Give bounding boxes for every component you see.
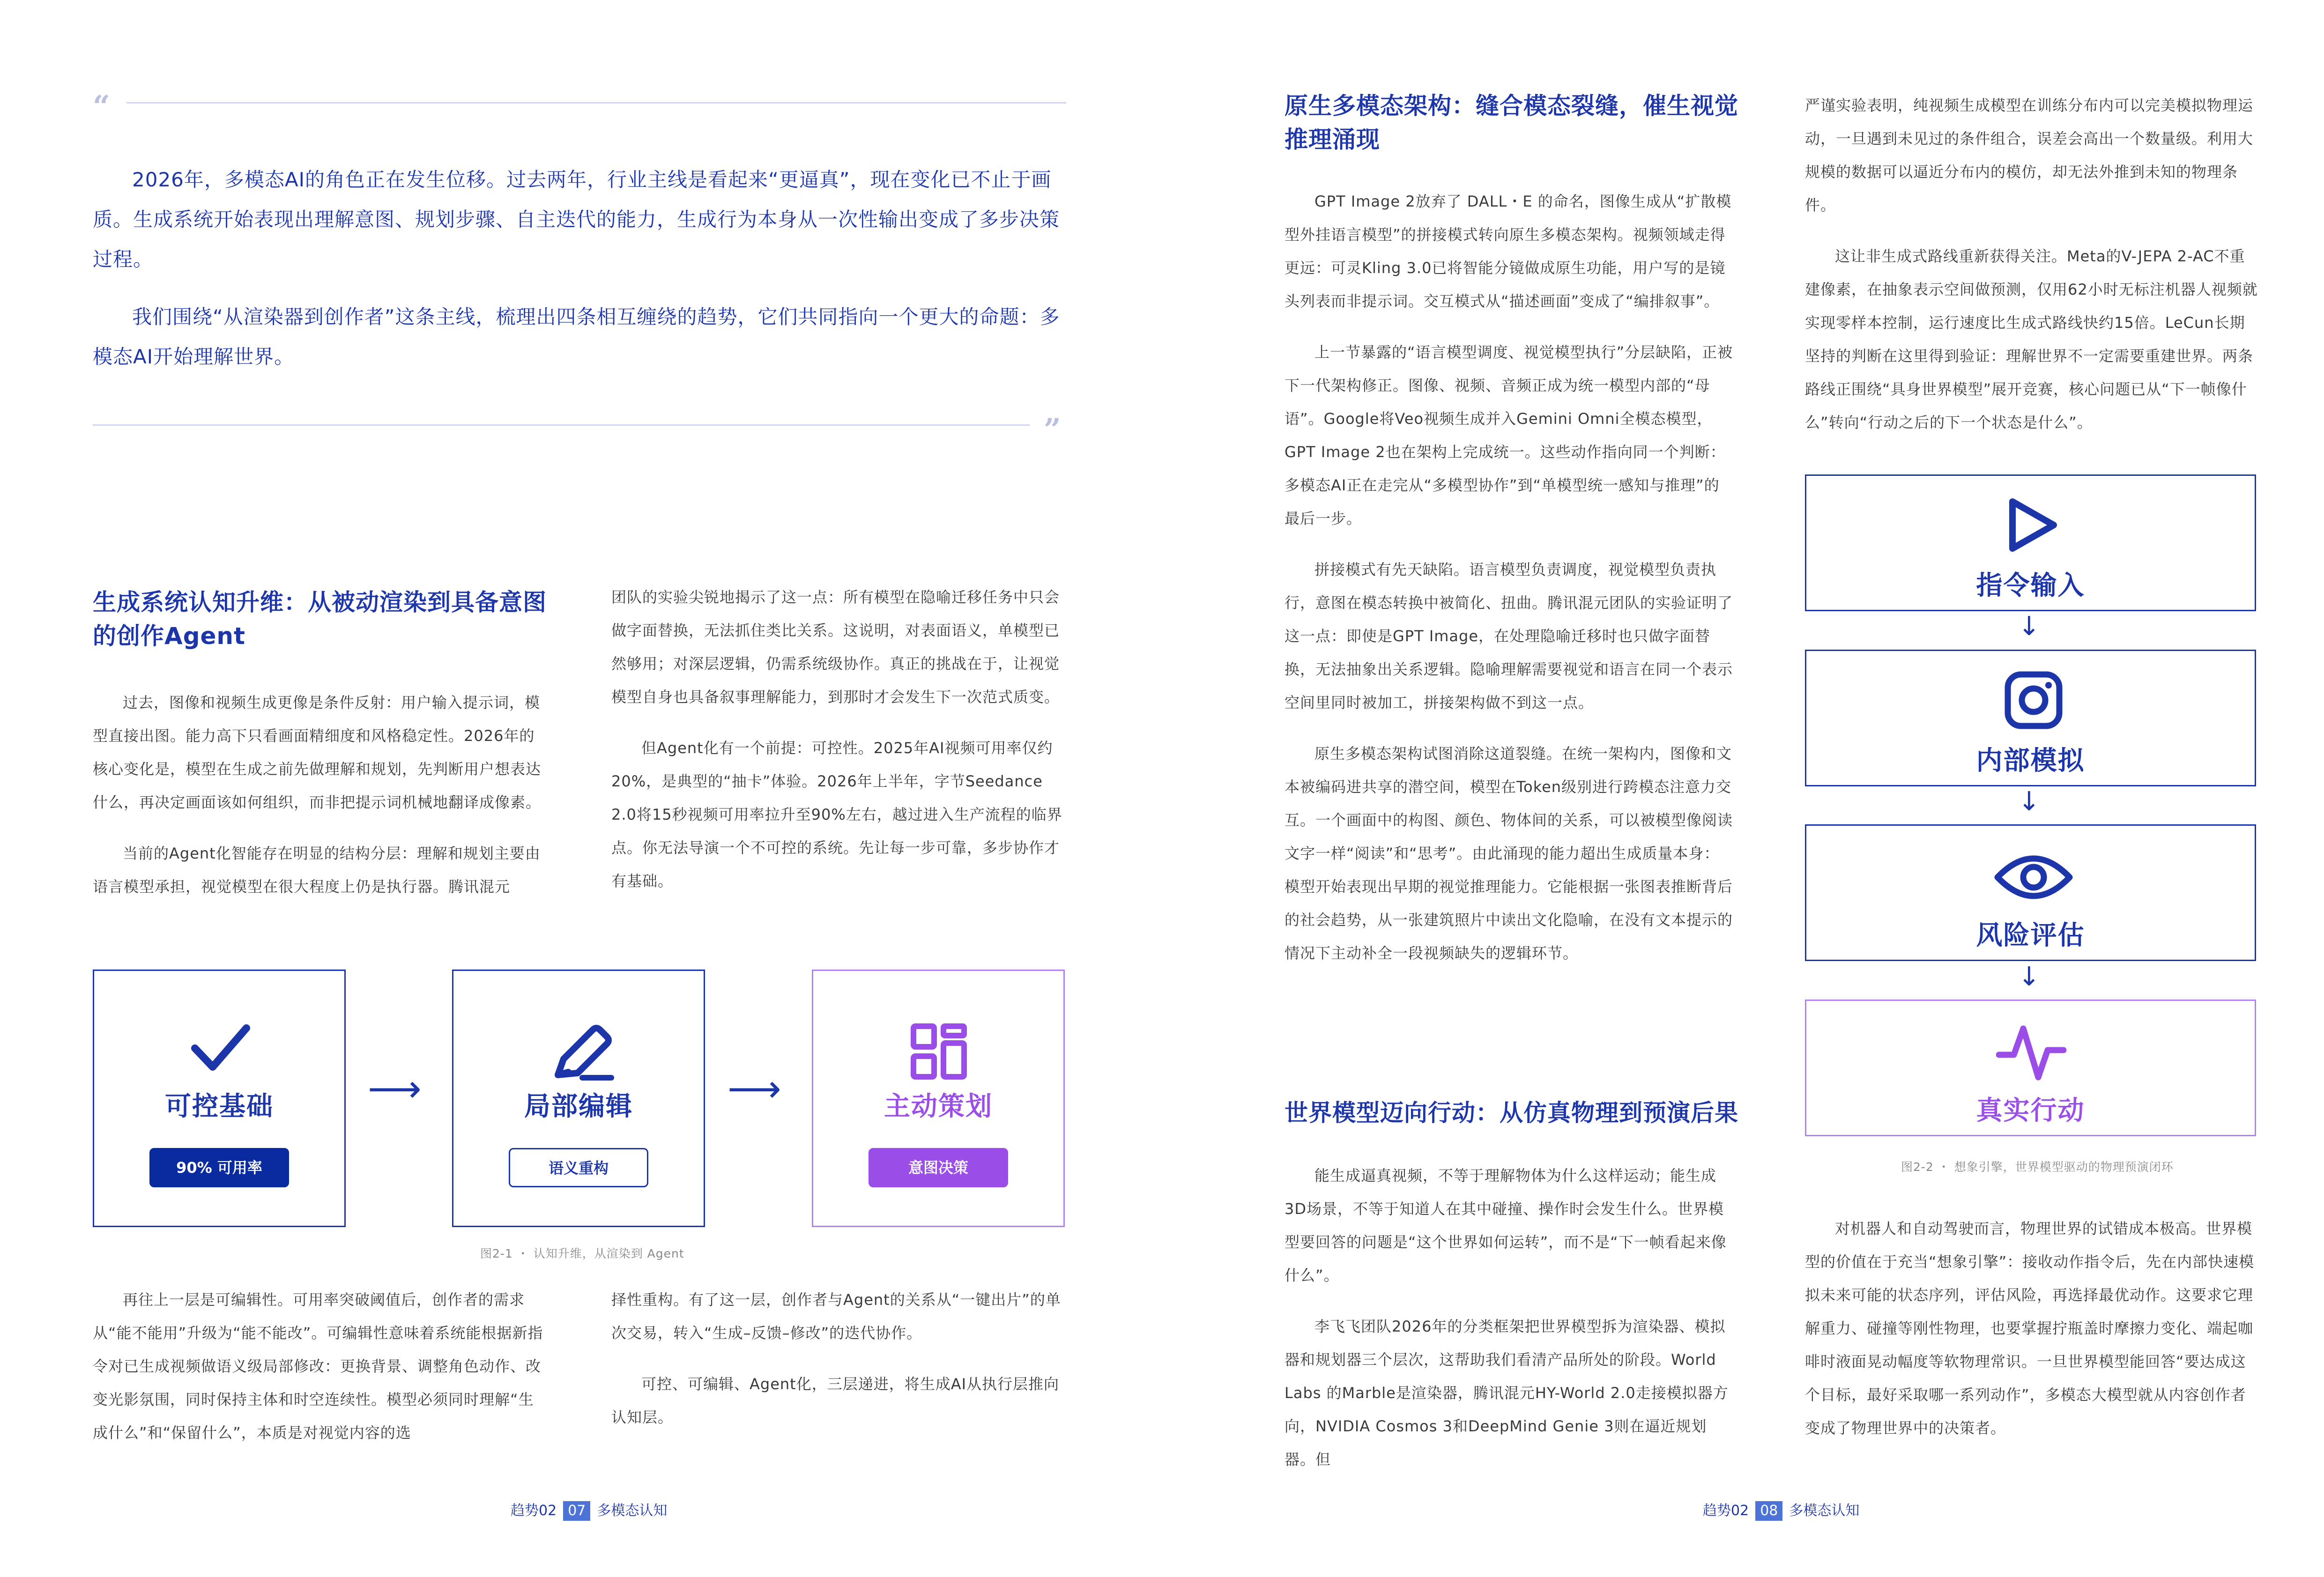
body-paragraph: 择性重构。有了这一层，创作者与Agent的关系从“一键出片”的单次交易，转入“生成–反馈–修改”的迭代协作。 <box>611 1291 1061 1342</box>
flow-step-title: 内部模拟 <box>1976 746 2085 776</box>
page-number: 07 <box>563 1501 590 1521</box>
body-paragraph: GPT Image 2放弃了 DALL・E 的命名，图像生成从“扩散模型外挂语言模型”的拼接模式转向原生多模态架构。视频领域走得更远：可灵Kling 3.0已将智能分镜做成原生功能，用户写的是镜头列表而非提示词。交互模式从“描述画面”变成了“编排叙事”。 <box>1285 192 1732 310</box>
intro-text <box>93 160 1066 394</box>
body-paragraph: 能生成逼真视频，不等于理解物体为什么这样运动；能生成3D场景，不等于知道人在其中碰撞、操作时会发生什么。世界模型要回答的问题是“这个世界如何运转”，而不是“下一帧看起来像什么”。 <box>1285 1167 1727 1284</box>
card-controllable <box>93 970 346 1227</box>
card-badge: 语义重构 <box>509 1148 648 1187</box>
left-col2 <box>611 581 1065 916</box>
right-col1-bottom <box>1285 1159 1734 1494</box>
card-badge: 90% 可用率 <box>149 1148 289 1187</box>
footer-section: 多模态认知 <box>1789 1503 1860 1519</box>
body-paragraph: 李飞飞团队2026年的分类框架把世界模型拆为渲染器、模拟器和规划器三个层次，这帮助我们看清产品所处的阶段。World Labs 的Marble是渲染器，腾讯混元HY-World 2.0走接模拟器方向，NVIDIA Cosmos 3和DeepMind Genie 3则在逼近规划器。但 <box>1285 1318 1729 1468</box>
open-quote-icon: “ <box>93 89 110 124</box>
body-paragraph: 对机器人和自动驾驶而言，物理世界的试错成本极高。世界模型的价值在于充当“想象引擎”：接收动作指令后，先在内部快速模拟未来可能的状态序列，评估风险，再选择最优动作。这要求它理解重力、碰撞等刚性物理，也要掌握拧瓶盖时摩擦力变化、端起咖啡时液面晃动幅度等软物理常识。一旦世界模型能回答“要达成这个目标，最好采取哪一系列动作”，多模态大模型就从内容创作者变成了物理世界中的决策者。 <box>1805 1220 2255 1437</box>
flow-step-title: 真实行动 <box>1976 1096 2085 1126</box>
right-arrow-icon: ⟶ <box>368 1067 422 1111</box>
down-arrow-icon: ↓ <box>2018 786 2040 817</box>
play-icon <box>2003 497 2059 553</box>
body-paragraph: 过去，图像和视频生成更像是条件反射：用户输入提示词，模型直接出图。能力高下只看画面精细度和风格稳定性。2026年的核心变化是，模型在生成之前先做理解和规划，先判断用户想表达什么，再决定画面该如何组织，而非把提示词机械地翻译成像素。 <box>93 694 542 811</box>
pen-icon <box>549 1022 615 1083</box>
intro-paragraph: 我们围绕“从渲染器到创作者”这条主线，梳理出四条相互缠绕的趋势，它们共同指向一个更大的命题：多模态AI开始理解世界。 <box>93 305 1060 368</box>
right-col2 <box>1805 89 2259 457</box>
card-local-edit <box>452 970 705 1227</box>
left-col1 <box>93 686 542 921</box>
section-heading: 原生多模态架构：缝合模态裂缝，催生视觉推理涌现 <box>1285 92 1738 153</box>
page-footer <box>511 1499 667 1521</box>
flow-step-title: 指令输入 <box>1976 570 2085 601</box>
eye-icon <box>1994 849 2073 905</box>
card-title: 局部编辑 <box>524 1091 633 1122</box>
check-icon <box>190 1022 251 1074</box>
page-number: 08 <box>1755 1501 1782 1521</box>
body-paragraph: 再往上一层是可编辑性。可用率突破阈值后，创作者的需求从“能不能用”升级为“能不能改”。可编辑性意味着系统能根据新指令对已生成视频做语义级局部修改：更换背景、调整角色动作、改变光影氛围，同时保持主体和时空连续性。模型必须同时理解“生成什么”和“保留什么”，本质是对视觉内容的选 <box>93 1291 543 1442</box>
divider <box>93 424 1030 426</box>
flow-step-simulate <box>1805 650 2256 786</box>
intro-paragraph: 2026年，多模态AI的角色正在发生位移。过去两年，行业主线是看起来“更逼真”，现在变化已不止于画质。生成系统开始表现出理解意图、规划步骤、自主迭代的能力，生成行为本身从一次性输出变成了多步决策过程。 <box>93 168 1060 271</box>
camera-icon <box>2003 670 2064 731</box>
body-paragraph: 拼接模式有先天缺陷。语言模型负责调度，视觉模型负责执行，意图在模态转换中被简化、扭曲。腾讯混元团队的实验证明了这一点：即使是GPT Image，在处理隐喻迁移时也只做字面替换，无法抽象出关系逻辑。隐喻理解需要视觉和语言在同一个表示空间里同时被加工，拼接架构做不到这一点。 <box>1285 561 1733 711</box>
flow-step-evaluate <box>1805 824 2256 961</box>
footer-trend: 趋势02 <box>1703 1503 1749 1519</box>
down-arrow-icon: ↓ <box>2018 962 2040 992</box>
footer-section: 多模态认知 <box>597 1503 668 1519</box>
figure-caption: 图2-2 ・ 想象引擎，世界模型驱动的物理预演闭环 <box>1901 1160 2174 1174</box>
body-paragraph: 团队的实验尖锐地揭示了这一点：所有模型在隐喻迁移任务中只会做字面替换，无法抓住类比关系。这说明，对表面语义，单模型已然够用；对深层逻辑，仍需系统级协作。真正的挑战在于，让视觉模型自身也具备叙事理解能力，到那时才会发生下一次范式质变。 <box>611 588 1060 706</box>
flow-step-action <box>1805 1000 2256 1136</box>
body-paragraph: 可控、可编辑、Agent化，三层递进，将生成AI从执行层推向认知层。 <box>611 1375 1060 1426</box>
card-proactive <box>812 970 1065 1227</box>
body-paragraph: 当前的Agent化智能存在明显的结构分层：理解和规划主要由语言模型承担，视觉模型在很大程度上仍是执行器。腾讯混元 <box>93 844 541 896</box>
page-footer <box>1703 1499 1859 1521</box>
body-paragraph: 严谨实验表明，纯视频生成模型在训练分布内可以完美模拟物理运动，一旦遇到未见过的条件组合，误差会高出一个数量级。利用大规模的数据可以逼近分布内的模仿，却无法外推到未知的物理条件。 <box>1805 96 2254 214</box>
flow-step-input <box>1805 474 2256 611</box>
body-paragraph: 但Agent化有一个前提：可控性。2025年AI视频可用率仅约20%，是典型的“抽卡”体验。2026年上半年，字节Seedance 2.0将15秒视频可用率拉升至90%左右，越过进入生产流程的临界点。你无法导演一个不可控的系统。先让每一步可靠，多步协作才有基础。 <box>611 739 1062 890</box>
body-paragraph: 这让非生成式路线重新获得关注。Meta的V-JEPA 2-AC不重建像素，在抽象表示空间做预测，仅用62小时无标注机器人视频就实现零样本控制，运行速度比生成式路线快约15倍。LeCun长期坚持的判断在这里得到验证：理解世界不一定需要重建世界。两条路线正围绕“具身世界模型”展开竞赛，核心问题已从“下一帧像什么”转向“行动之后的下一个状态是什么”。 <box>1805 247 2258 431</box>
grid-icon <box>911 1023 967 1080</box>
intro-quote <box>93 89 1066 447</box>
down-arrow-icon: ↓ <box>2018 611 2040 642</box>
card-title: 主动策划 <box>884 1091 993 1122</box>
figure-caption: 图2-1 ・ 认知升维，从渲染到 Agent <box>480 1247 684 1260</box>
close-quote-icon: ” <box>1044 412 1061 447</box>
section-heading: 世界模型迈向行动：从仿真物理到预演后果 <box>1285 1099 1738 1126</box>
body-paragraph: 原生多模态架构试图消除这道裂缝。在统一架构内，图像和文本被编码进共享的潜空间，模型在Token级别进行跨模态注意力交互。一个画面中的构图、颜色、物体间的关系，可以被模型像阅读文字一样“阅读”和“思考”。由此涌现的能力超出生成质量本身：模型开始表现出早期的视觉推理能力。它能根据一张图表推断背后的社会趋势，从一张建筑照片中读出文化隐喻，在没有文本提示的情况下主动补全一段视频缺失的逻辑环节。 <box>1285 745 1733 962</box>
body-paragraph: 上一节暴露的“语言模型调度、视觉模型执行”分层缺陷，正被下一代架构修正。图像、视频、音频正成为统一模型内部的“母语”。Google将Veo视频生成并入Gemini Omni全模态模型，GPT Image 2也在架构上完成统一。这些动作指向同一个判断：多模态AI正在走完从“多模型协作”到“单模型统一感知与推理”的最后一步。 <box>1285 343 1733 527</box>
footer-trend: 趋势02 <box>511 1503 557 1519</box>
right-col2-bottom <box>1805 1212 2258 1463</box>
left-col2-bottom <box>611 1283 1065 1452</box>
right-arrow-icon: ⟶ <box>728 1067 781 1111</box>
right-col1 <box>1285 185 1734 988</box>
card-title: 可控基础 <box>165 1091 274 1122</box>
divider <box>126 102 1066 104</box>
section-heading: 生成系统认知升维：从被动渲染到具备意图的创作Agent <box>93 589 547 650</box>
flow-step-title: 风险评估 <box>1976 920 2085 951</box>
card-badge: 意图决策 <box>869 1148 1008 1187</box>
pulse-icon <box>1996 1022 2066 1083</box>
left-col1-bottom <box>93 1283 546 1467</box>
